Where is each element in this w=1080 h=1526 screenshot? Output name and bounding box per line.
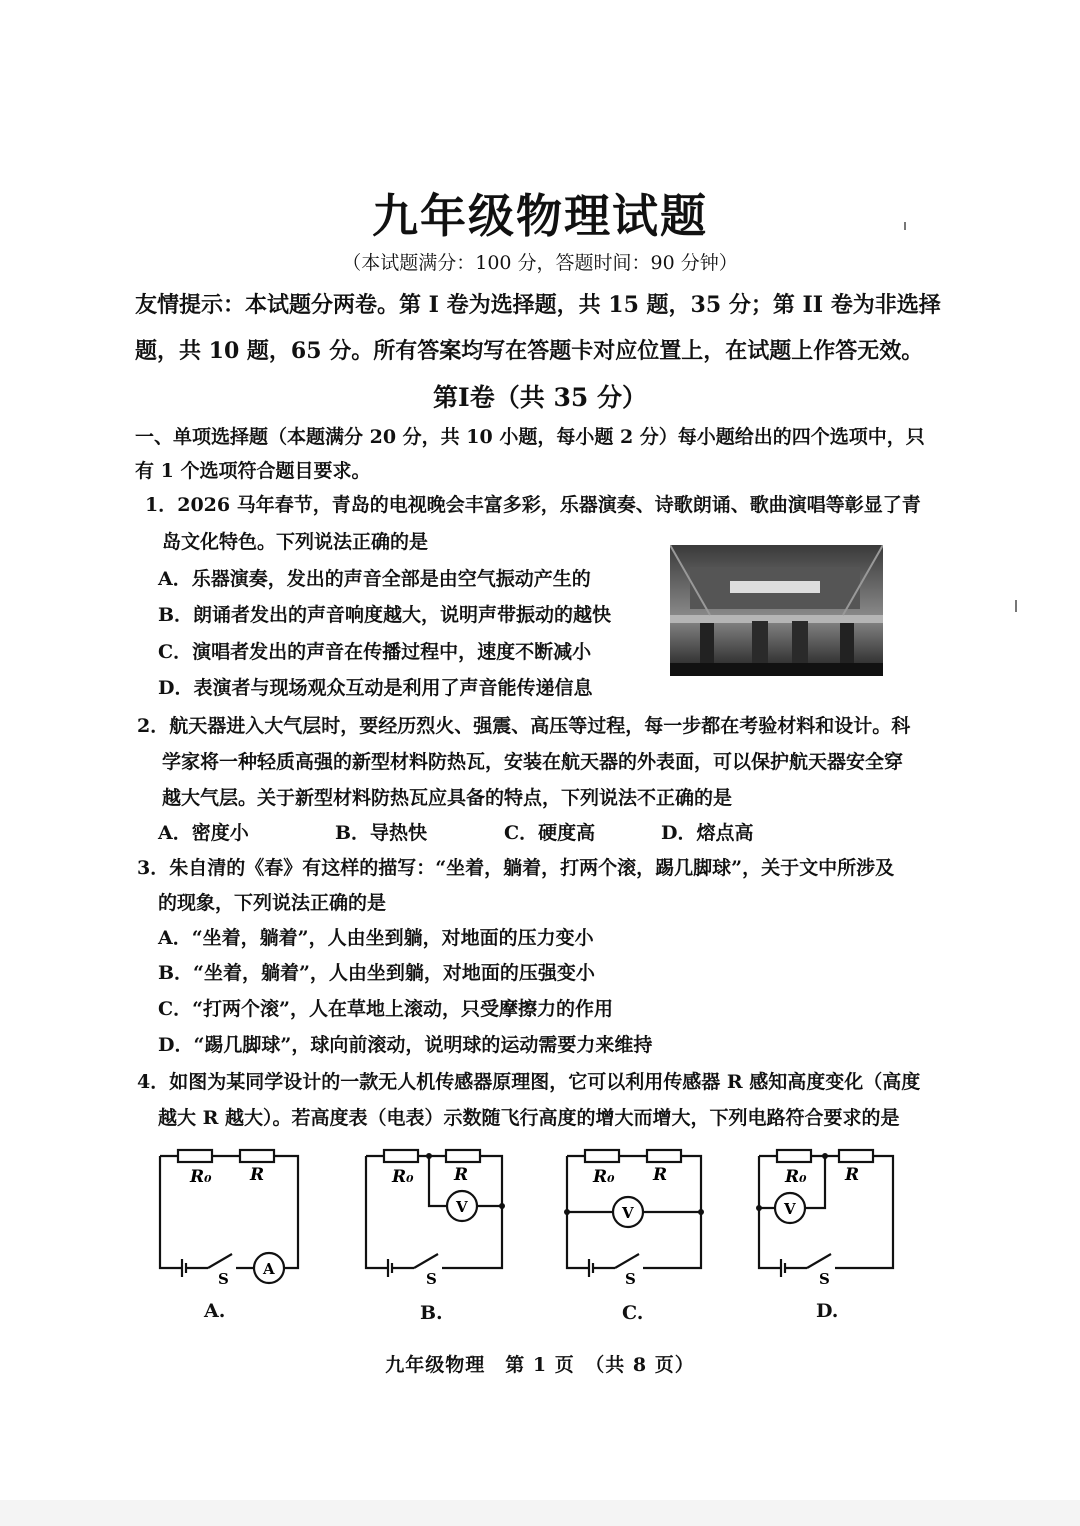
exam-info: （本试题满分：100 分，答题时间：90 分钟）	[342, 252, 738, 274]
circuit-label-d: D.	[816, 1300, 839, 1322]
q1-option-a: A．乐器演奏，发出的声音全部是由空气振动产生的	[158, 568, 591, 590]
voltmeter-symbol: V	[456, 1198, 468, 1216]
gala-stage-photo	[670, 545, 883, 676]
q1-option-b: B．朗诵者发出的声音响度越大，说明声带振动的越快	[158, 604, 612, 626]
section-heading-line-2: 有 1 个选项符合题目要求。	[135, 460, 371, 482]
circuit-diagram-b	[356, 1140, 516, 1290]
q4-stem-line-2: 越大 R 越大）。若高度表（电表）示数随飞行高度的增大而增大，下列电路符合要求的是	[158, 1107, 900, 1129]
page-title: 九年级物理试题	[372, 189, 708, 243]
q1-option-d: D．表演者与现场观众互动是利用了声音能传递信息	[158, 677, 593, 699]
q2-option-b: B．导热快	[335, 822, 428, 844]
q2-stem-line-3: 越大气层。关于新型材料防热瓦应具备的特点，下列说法不正确的是	[162, 787, 733, 809]
r-label: R	[250, 1165, 265, 1185]
q3-option-d: D．“踢几脚球”，球向前滚动，说明球的运动需要力来维持	[158, 1034, 653, 1056]
q1-stem-line-1: 1．2026 马年春节，青岛的电视晚会丰富多彩，乐器演奏、诗歌朗诵、歌曲演唱等彰显了青	[145, 494, 921, 516]
circuit-diagram-a	[150, 1140, 310, 1290]
circuit-label-b: B.	[420, 1302, 443, 1324]
circuit-diagram-c	[557, 1140, 717, 1290]
r-label: R	[653, 1165, 668, 1185]
q4-stem-line-1: 4．如图为某同学设计的一款无人机传感器原理图，它可以利用传感器 R 感知高度变化（高度	[137, 1071, 921, 1093]
r0-label: R₀	[190, 1167, 212, 1187]
switch-label: S	[426, 1270, 437, 1288]
q3-option-c: C．“打两个滚”，人在草地上滚动，只受摩擦力的作用	[158, 998, 613, 1020]
voltmeter-symbol: V	[784, 1200, 796, 1218]
q3-stem-line-2: 的现象，下列说法正确的是	[158, 892, 387, 914]
ammeter-symbol: A	[263, 1260, 275, 1278]
q2-stem-line-1: 2．航天器进入大气层时，要经历烈火、强震、高压等过程，每一步都在考验材料和设计。科	[137, 715, 911, 737]
q3-option-a: A．“坐着，躺着”，人由坐到躺，对地面的压力变小	[158, 927, 594, 949]
tip-line-1: 友情提示：本试题分两卷。第 I 卷为选择题，共 15 题，35 分；第 II 卷为非选择	[135, 292, 941, 318]
r0-label: R₀	[593, 1167, 615, 1187]
part-heading: 第I卷（共 35 分）	[433, 383, 647, 412]
scan-mark	[904, 222, 906, 230]
r0-label: R₀	[785, 1167, 807, 1187]
circuit-diagram-d	[749, 1140, 909, 1290]
switch-label: S	[625, 1270, 636, 1288]
section-heading-line-1: 一、单项选择题（本题满分 20 分，共 10 小题，每小题 2 分）每小题给出的四个选项中，只	[135, 426, 925, 448]
q2-option-d: D．熔点高	[661, 822, 754, 844]
q2-option-a: A．密度小	[158, 822, 249, 844]
switch-label: S	[218, 1270, 229, 1288]
scan-mark	[1015, 600, 1017, 612]
q3-option-b: B．“坐着，躺着”，人由坐到躺，对地面的压强变小	[158, 962, 595, 984]
q2-stem-line-2: 学家将一种轻质高强的新型材料防热瓦，安装在航天器的外表面，可以保护航天器安全穿	[162, 751, 904, 773]
q1-option-c: C．演唱者发出的声音在传播过程中，速度不断减小	[158, 641, 592, 663]
switch-label: S	[819, 1270, 830, 1288]
r-label: R	[845, 1165, 860, 1185]
circuit-label-c: C.	[622, 1302, 644, 1324]
q3-stem-line-1: 3．朱自清的《春》有这样的描写：“坐着，躺着，打两个滚，踢几脚球”，关于文中所涉及	[137, 857, 895, 879]
scan-bottom-edge	[0, 1500, 1080, 1526]
circuit-label-a: A.	[204, 1300, 226, 1322]
r0-label: R₀	[392, 1167, 414, 1187]
q1-stem-line-2: 岛文化特色。下列说法正确的是	[162, 531, 429, 553]
r-label: R	[454, 1165, 469, 1185]
page-footer: 九年级物理 第 1 页 （共 8 页）	[385, 1354, 695, 1376]
tip-line-2: 题，共 10 题，65 分。所有答案均写在答题卡对应位置上，在试题上作答无效。	[135, 338, 924, 364]
voltmeter-symbol: V	[622, 1204, 634, 1222]
q2-option-c: C．硬度高	[504, 822, 596, 844]
